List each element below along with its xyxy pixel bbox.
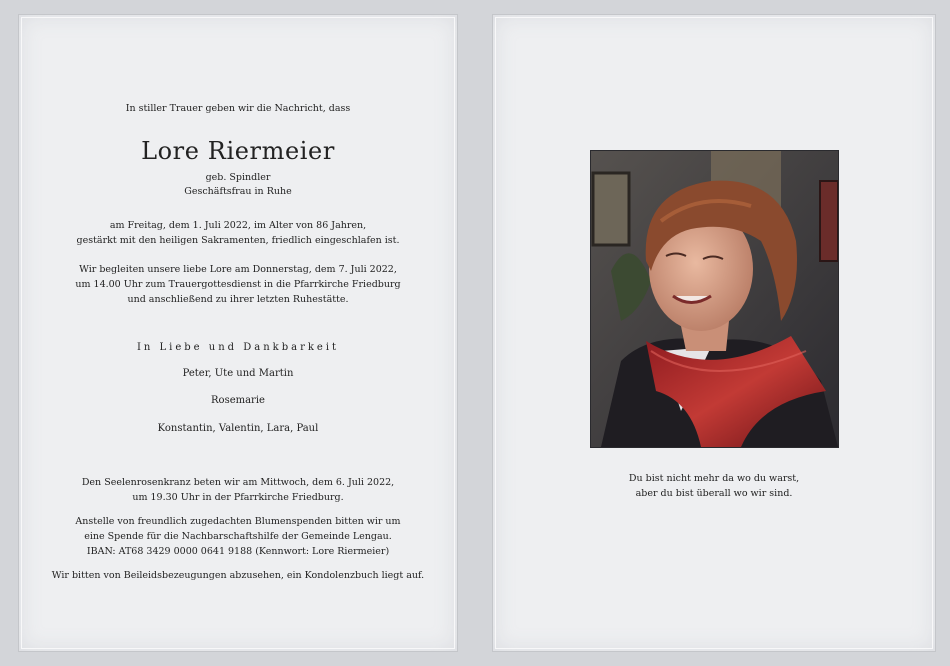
occupation: Geschäftsfrau in Ruhe	[184, 186, 292, 197]
birth-name: geb. Spindler	[205, 172, 271, 183]
deceased-name: Lore Riermeier	[141, 137, 335, 165]
condolence-note: Wir bitten von Beileidsbezeugungen abzusehen, ein Kondolenzbuch liegt auf.	[51, 570, 425, 581]
portrait-photo	[590, 150, 839, 448]
rosary-line: Den Seelenrosenkranz beten wir am Mittwoch, dem 6. Juli 2022,	[81, 477, 395, 488]
quote-line: Du bist nicht mehr da wo du warst,	[628, 473, 800, 484]
rosary-line: um 19.30 Uhr in der Pfarrkirche Friedburg.	[132, 492, 344, 503]
family-line: Rosemarie	[211, 395, 265, 406]
funeral-line: und anschließend zu ihrer letzten Ruhestätte.	[127, 294, 349, 305]
intro-text: In stiller Trauer geben wir die Nachricht, dass	[125, 103, 351, 114]
donation-line: eine Spende für die Nachbarschaftshilfe der Gemeinde Lengau.	[84, 531, 392, 542]
donation-line: IBAN: AT68 3429 0000 0641 9188 (Kennwort: Lore Riermeier)	[86, 546, 390, 557]
left-page	[18, 14, 458, 652]
funeral-line: Wir begleiten unsere liebe Lore am Donnerstag, dem 7. Juli 2022,	[79, 264, 397, 275]
quote-line: aber du bist überall wo wir sind.	[635, 488, 793, 499]
funeral-line: um 14.00 Uhr zum Trauergottesdienst in die Pfarrkirche Friedburg	[75, 279, 401, 290]
family-line: Konstantin, Valentin, Lara, Paul	[157, 423, 319, 434]
death-notice-line: am Freitag, dem 1. Juli 2022, im Alter von 86 Jahren,	[109, 220, 367, 231]
right-page	[492, 14, 936, 652]
death-notice-line: gestärkt mit den heiligen Sakramenten, friedlich eingeschlafen ist.	[76, 235, 400, 246]
family-line: Peter, Ute und Martin	[182, 368, 294, 379]
gratitude-line: In Liebe und Dankbarkeit	[136, 342, 340, 353]
donation-line: Anstelle von freundlich zugedachten Blumenspenden bitten wir um	[75, 516, 401, 527]
